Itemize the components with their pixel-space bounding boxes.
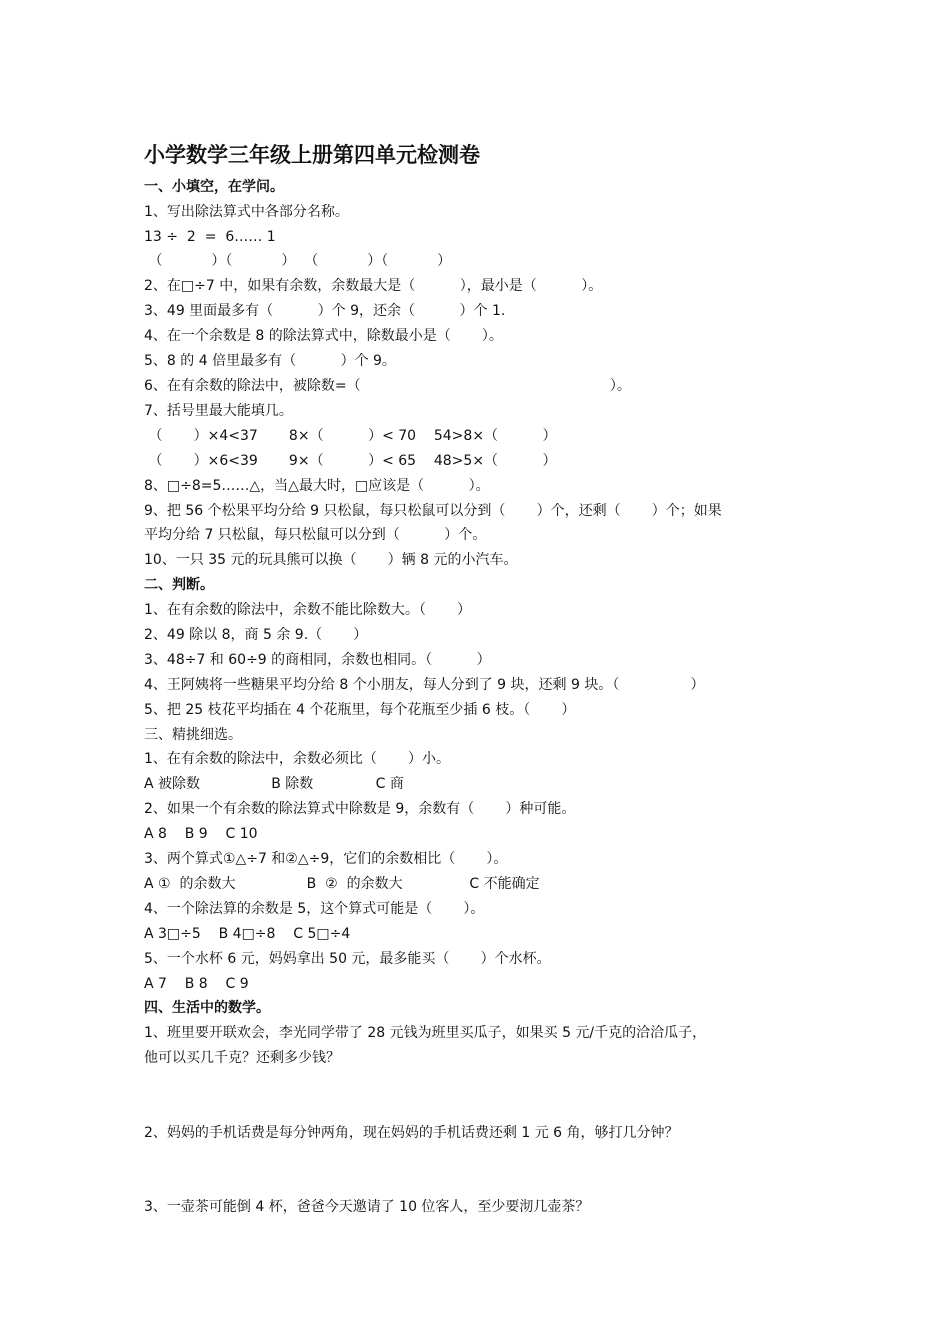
question-line: 4、一个除法算的余数是 5，这个算式可能是（ ）。 [144,901,485,917]
answer-options: A 3□÷5 B 4□÷8 C 5□÷4 [144,926,351,942]
question-line: 1、班里要开联欢会，李光同学带了 28 元钱为班里买瓜子，如果买 5 元/千克的洽洽瓜子， [144,1025,707,1041]
answer-options: A 被除数 B 除数 C 商 [144,776,404,792]
document-title: 小学数学三年级上册第四单元检测卷 [144,142,480,167]
question-line: 2、49 除以 8，商 5 余 9.（ ） [144,627,368,643]
question-line: 10、一只 35 元的玩具熊可以换（ ）辆 8 元的小汽车。 [144,552,518,568]
question-line: 平均分给 7 只松鼠，每只松鼠可以分到（ ）个。 [144,527,487,543]
question-line: 1、在有余数的除法中，余数必须比（ ）小。 [144,751,451,767]
question-line: 4、王阿姨将一些糖果平均分给 8 个小朋友，每人分到了 9 块，还剩 9 块。（ ） [144,677,705,693]
question-line: 2、妈妈的手机话费是每分钟两角，现在妈妈的手机话费还剩 1 元 6 角，够打几分钟？ [144,1125,679,1141]
question-line: 5、8 的 4 倍里最多有（ ）个 9。 [144,353,396,369]
question-line: （ ）×6<39 9×（ ）< 65 48>5×（ ） [144,453,557,469]
section-heading: 二、判断。 [144,577,214,593]
section-heading: 三、精挑细选。 [144,727,242,743]
question-line: （ ）（ ） （ ）（ ） [144,253,452,269]
question-line: 1、在有余数的除法中，余数不能比除数大。（ ） [144,602,472,618]
question-line: 9、把 56 个松果平均分给 9 只松鼠，每只松鼠可以分到（ ）个，还剩（ ）个；如果 [144,503,722,519]
question-line: 1、写出除法算式中各部分名称。 [144,204,349,220]
question-line: 8、□÷8=5……△，当△最大时，□应该是（ ）。 [144,478,490,494]
question-line: 6、在有余数的除法中，被除数=（ ）。 [144,378,631,394]
question-line: 2、在□÷7 中，如果有余数，余数最大是（ ），最小是（ ）。 [144,278,603,294]
answer-options: A 7 B 8 C 9 [144,976,249,992]
question-line: 3、两个算式①△÷7 和②△÷9，它们的余数相比（ ）。 [144,851,508,867]
question-line: 3、49 里面最多有（ ）个 9，还余（ ）个 1. [144,303,506,319]
question-line: 他可以买几千克？还剩多少钱？ [144,1050,340,1066]
question-line: 13 ÷ 2 = 6…… 1 [144,229,276,245]
question-line: （ ）×4<37 8×（ ）< 70 54>8×（ ） [144,428,557,444]
question-line: 3、48÷7 和 60÷9 的商相同，余数也相同。（ ） [144,652,491,668]
question-line: 5、把 25 枝花平均插在 4 个花瓶里，每个花瓶至少插 6 枝。（ ） [144,702,576,718]
question-line: 3、一壶茶可能倒 4 杯，爸爸今天邀请了 10 位客人，至少要沏几壶茶？ [144,1199,590,1215]
question-line: 7、括号里最大能填几。 [144,403,293,419]
answer-options: A ① 的余数大 B ② 的余数大 C 不能确定 [144,876,540,892]
answer-options: A 8 B 9 C 10 [144,826,258,842]
question-line: 5、一个水杯 6 元，妈妈拿出 50 元，最多能买（ ）个水杯。 [144,951,551,967]
section-heading: 一、小填空，在学问。 [144,179,284,195]
section-heading: 四、生活中的数学。 [144,1000,270,1016]
question-line: 2、如果一个有余数的除法算式中除数是 9，余数有（ ）种可能。 [144,801,576,817]
question-line: 4、在一个余数是 8 的除法算式中，除数最小是（ ）。 [144,328,503,344]
